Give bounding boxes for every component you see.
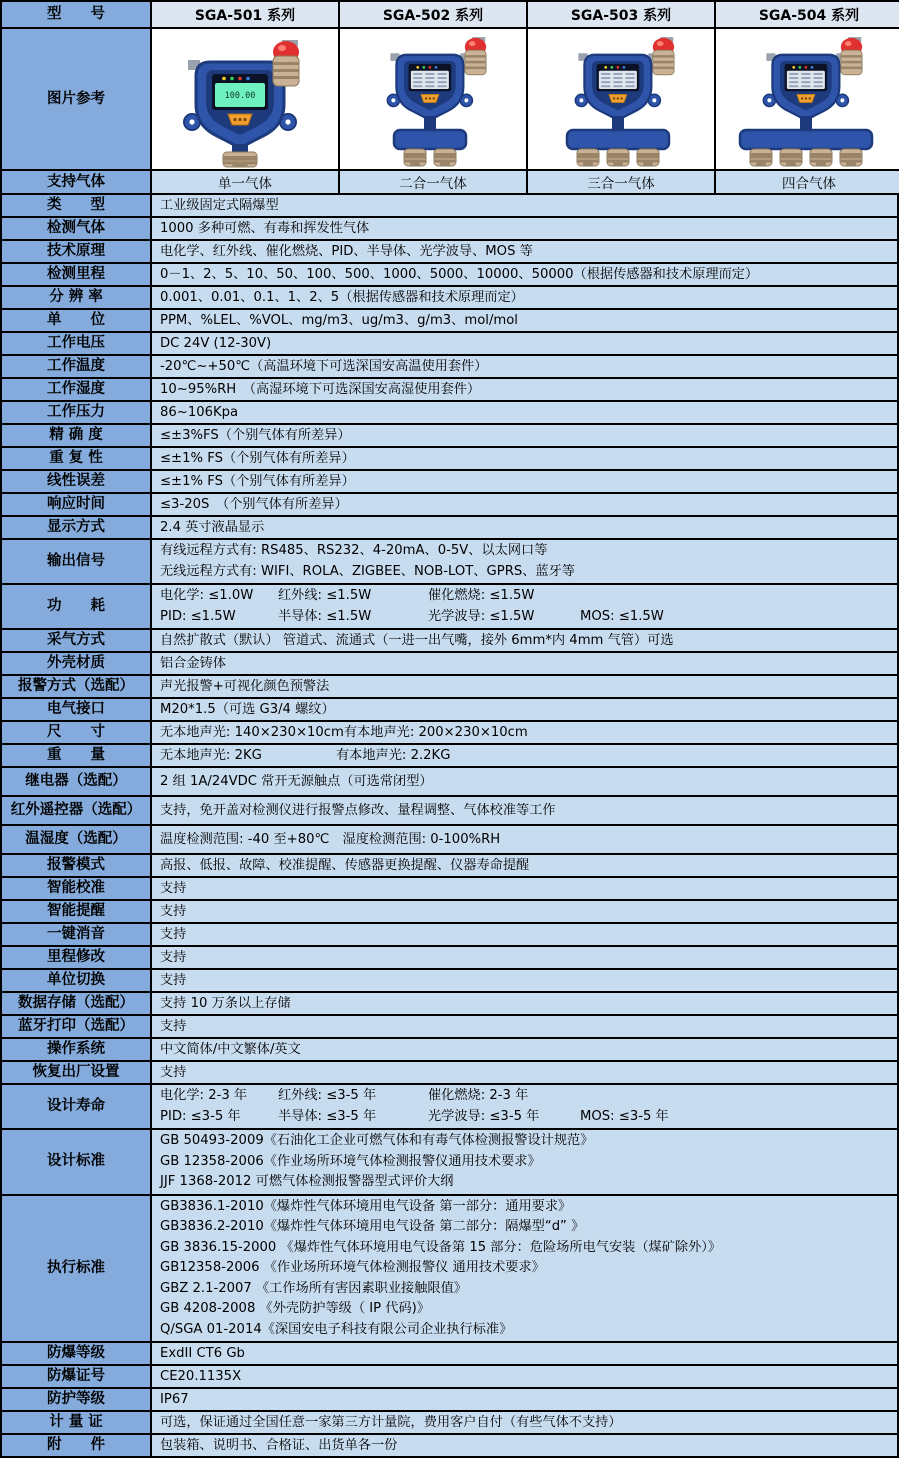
row-label-work-temp: 工作温度 bbox=[2, 356, 150, 377]
row-value-smart-cal bbox=[152, 878, 897, 899]
value-text: JJF 1368-2012 可燃气体检测报警器型式评价大纲 bbox=[160, 1174, 454, 1189]
row-label-relay: 继电器（选配） bbox=[2, 768, 150, 795]
value-text: 1000 多种可燃、有毒和挥发性气体 bbox=[160, 221, 370, 236]
value-text: 半导体: ≤3-5 年 bbox=[278, 1108, 377, 1124]
row-value-housing bbox=[152, 653, 897, 674]
value-text: MOS: ≤1.5W bbox=[580, 608, 664, 624]
value-text: 支持 bbox=[160, 973, 187, 988]
gas-sensor-probe-icon bbox=[750, 149, 772, 166]
device-illustration-sga-501 bbox=[152, 29, 338, 169]
row-label-unit-switch: 单位切换 bbox=[2, 970, 150, 991]
gas-sensor-probe-icon bbox=[223, 152, 257, 167]
gas-type-dual: 二合一气体 bbox=[340, 171, 526, 193]
row-value-pressure bbox=[152, 402, 897, 423]
alarm-beacon-icon bbox=[465, 37, 486, 75]
value-text: 电化学: 2-3 年 bbox=[160, 1088, 248, 1103]
row-label-electrical-port: 电气接口 bbox=[2, 699, 150, 720]
row-label-accessories: 附 件 bbox=[2, 1435, 150, 1456]
value-text: GBZ 2.1-2007 《工作场所有害因素职业接触限值》 bbox=[160, 1280, 467, 1296]
value-text: 无线远程方式有: WIFI、ROLA、ZIGBEE、NOB-LOT、GPRS、蓝牙等 bbox=[160, 563, 575, 579]
row-value-metrology-cert bbox=[152, 1412, 897, 1433]
value-text: 光学波导: ≤3-5 年 bbox=[428, 1108, 540, 1124]
value-text: 支持 bbox=[160, 881, 187, 896]
row-label-data-storage: 数据存储（选配） bbox=[2, 993, 150, 1014]
row-label-resolution: 分 辨 率 bbox=[2, 287, 150, 308]
alarm-beacon-icon bbox=[273, 40, 299, 86]
value-text: -20℃~+50℃（高温环境下可选深国安高温使用套件） bbox=[160, 359, 488, 374]
alarm-beacon-icon bbox=[841, 37, 862, 75]
row-label-range: 检测里程 bbox=[2, 264, 150, 285]
device-illustration-sga-502 bbox=[340, 29, 526, 169]
value-text: 红外线: ≤3-5 年 bbox=[278, 1088, 377, 1103]
row-value-protection-class bbox=[152, 1389, 897, 1410]
row-value-range-modify bbox=[152, 947, 897, 968]
row-value-linearity bbox=[152, 471, 897, 492]
row-label-response: 响应时间 bbox=[2, 494, 150, 515]
row-value-smart-remind bbox=[152, 901, 897, 922]
model-name-sga-504: SGA-504 系列 bbox=[716, 2, 899, 27]
value-text: 有本地声光: 200×230×10cm bbox=[343, 725, 528, 740]
row-value-repeatability bbox=[152, 448, 897, 469]
value-text: 支持 bbox=[160, 927, 187, 942]
value-text: 无本地声光: 140×230×10cm bbox=[160, 725, 344, 740]
value-text: 电化学: ≤1.0W bbox=[160, 588, 254, 603]
row-value-weight bbox=[152, 745, 897, 766]
row-label-display: 显示方式 bbox=[2, 517, 150, 538]
value-text: ≤3-20S （个别气体有所差异） bbox=[160, 497, 348, 512]
value-text: 10~95%RH （高湿环境下可选深国安高湿使用套件） bbox=[160, 382, 481, 397]
row-value-unit bbox=[152, 310, 897, 331]
value-text: 催化燃烧: ≤1.5W bbox=[428, 588, 535, 603]
row-label-image-reference: 图片参考 bbox=[2, 29, 150, 169]
device-illustration-sga-503 bbox=[528, 29, 714, 169]
value-text: CE20.1135X bbox=[160, 1369, 242, 1384]
row-value-explosion-class bbox=[152, 1343, 897, 1364]
row-value-power bbox=[152, 585, 897, 628]
row-label-alarm-mode: 报警模式 bbox=[2, 855, 150, 876]
value-text: 0.001、0.01、0.1、1、2、5（根据传感器和技术原理而定） bbox=[160, 290, 524, 305]
detector-body bbox=[575, 53, 660, 120]
row-label-sampling: 采气方式 bbox=[2, 630, 150, 651]
row-label-linearity: 线性误差 bbox=[2, 471, 150, 492]
row-value-type bbox=[152, 195, 897, 216]
value-text: 中文简体/中文繁体/英文 bbox=[160, 1042, 301, 1057]
value-text: PPM、%LEL、%VOL、mg/m3、ug/m3、g/m3、mol/mol bbox=[160, 313, 518, 328]
row-value-unit-switch bbox=[152, 970, 897, 991]
row-label-supported-gases: 支持气体 bbox=[2, 171, 150, 193]
row-label-pressure: 工作压力 bbox=[2, 402, 150, 423]
row-label-gases: 检测气体 bbox=[2, 218, 150, 239]
row-label-exec-std: 执行标准 bbox=[2, 1196, 150, 1342]
value-text: 催化燃烧: 2-3 年 bbox=[428, 1088, 529, 1103]
value-text: 工业级固定式隔爆型 bbox=[160, 198, 279, 213]
value-text: 86~106Kpa bbox=[160, 405, 239, 420]
row-value-accuracy bbox=[152, 425, 897, 446]
row-label-work-humidity: 工作湿度 bbox=[2, 379, 150, 400]
value-text: 高报、低报、故障、校准提醒、传感器更换提醒、仪器寿命提醒 bbox=[160, 858, 530, 873]
row-label-explosion-cert: 防爆证号 bbox=[2, 1366, 150, 1387]
row-label-model: 型 号 bbox=[2, 2, 150, 27]
detector-body bbox=[763, 53, 848, 120]
value-text: 光学波导: ≤1.5W bbox=[428, 608, 535, 624]
row-value-alarm-type bbox=[152, 676, 897, 697]
row-value-data-storage bbox=[152, 993, 897, 1014]
row-label-metrology-cert: 计 量 证 bbox=[2, 1412, 150, 1433]
row-value-lifespan bbox=[152, 1085, 897, 1128]
row-label-output: 输出信号 bbox=[2, 540, 150, 583]
row-label-alarm-type: 报警方式（选配） bbox=[2, 676, 150, 697]
row-value-work-temp bbox=[152, 356, 897, 377]
row-value-bt-print bbox=[152, 1016, 897, 1037]
value-text: GB 4208-2008 《外壳防护等级（ IP 代码)》 bbox=[160, 1301, 430, 1316]
value-text: PID: ≤3-5 年 bbox=[160, 1108, 241, 1124]
row-label-remote: 红外遥控器（选配） bbox=[2, 797, 150, 824]
row-label-principle: 技术原理 bbox=[2, 241, 150, 262]
gas-sensor-probe-icon bbox=[637, 149, 659, 166]
row-value-resolution bbox=[152, 287, 897, 308]
value-text: Q/SGA 01-2014《深国安电子科技有限公司企业执行标准》 bbox=[160, 1321, 513, 1337]
value-text: 可选，保证通过全国任意一家第三方计量院，费用客户自付（有些气体不支持） bbox=[160, 1415, 622, 1430]
model-name-sga-502: SGA-502 系列 bbox=[340, 2, 526, 27]
value-text: 温度检测范围: -40 至+80℃ 湿度检测范围: 0-100%RH bbox=[160, 832, 501, 847]
gas-sensor-probe-icon bbox=[607, 149, 629, 166]
row-value-temp-humidity bbox=[152, 826, 897, 853]
value-text: IP67 bbox=[160, 1392, 189, 1407]
value-text: 支持 10 万条以上存储 bbox=[160, 996, 291, 1011]
row-value-principle bbox=[152, 241, 897, 262]
row-value-gases bbox=[152, 218, 897, 239]
alarm-beacon-icon bbox=[653, 37, 674, 75]
gas-type-quad: 四合气体 bbox=[716, 171, 899, 193]
value-text: GB3836.2-2010《爆炸性气体环境用电气设备 第二部分：隔爆型“d” 》 bbox=[160, 1219, 585, 1234]
value-text: GB 3836.15-2000 《爆炸性气体环境用电气设备第 15 部分：危险场所电气安装（煤矿除外）》 bbox=[160, 1239, 722, 1255]
value-text: 声光报警+可视化颜色预警法 bbox=[160, 679, 330, 694]
value-text: 红外线: ≤1.5W bbox=[278, 588, 372, 603]
row-value-work-humidity bbox=[152, 379, 897, 400]
model-name-sga-503: SGA-503 系列 bbox=[528, 2, 714, 27]
value-text: GB3836.1-2010《爆炸性气体环境用电气设备 第一部分：通用要求》 bbox=[160, 1198, 572, 1214]
row-label-type: 类 型 bbox=[2, 195, 150, 216]
value-text: 0－1、2、5、10、50、100、500、1000、5000、10000、50000（根据传感器和技术原理而定） bbox=[160, 267, 759, 282]
row-label-bt-print: 蓝牙打印（选配） bbox=[2, 1016, 150, 1037]
row-value-response bbox=[152, 494, 897, 515]
row-label-smart-cal: 智能校准 bbox=[2, 878, 150, 899]
row-label-voltage: 工作电压 bbox=[2, 333, 150, 354]
value-text: 支持 bbox=[160, 904, 187, 919]
row-value-range bbox=[152, 264, 897, 285]
value-text: 包装箱、说明书、合格证、出货单各一份 bbox=[160, 1438, 398, 1453]
row-value-explosion-cert bbox=[152, 1366, 897, 1387]
gas-sensor-probe-icon bbox=[780, 149, 802, 166]
gas-type-single: 单一气体 bbox=[152, 171, 338, 193]
gas-sensor-probe-icon bbox=[840, 149, 862, 166]
value-text: 支持 bbox=[160, 1019, 187, 1034]
value-text: M20*1.5（可选 G3/4 螺纹） bbox=[160, 702, 335, 717]
row-value-display bbox=[152, 517, 897, 538]
model-name-sga-501: SGA-501 系列 bbox=[152, 2, 338, 27]
gas-sensor-probe-icon bbox=[434, 149, 456, 166]
row-label-protection-class: 防护等级 bbox=[2, 1389, 150, 1410]
row-label-power: 功 耗 bbox=[2, 585, 150, 628]
row-label-accuracy: 精 确 度 bbox=[2, 425, 150, 446]
row-label-factory-reset: 恢复出厂设置 bbox=[2, 1062, 150, 1083]
row-label-os: 操作系统 bbox=[2, 1039, 150, 1060]
row-value-factory-reset bbox=[152, 1062, 897, 1083]
row-label-repeatability: 重 复 性 bbox=[2, 448, 150, 469]
device-illustration-sga-504 bbox=[716, 29, 899, 169]
value-text: 有本地声光: 2.2KG bbox=[336, 748, 451, 763]
row-value-mute bbox=[152, 924, 897, 945]
value-text: 电化学、红外线、催化燃烧、PID、半导体、光学波导、MOS 等 bbox=[160, 244, 533, 259]
gas-type-triple: 三合一气体 bbox=[528, 171, 714, 193]
value-text: ExdII CT6 Gb bbox=[160, 1346, 245, 1361]
row-label-lifespan: 设计寿命 bbox=[2, 1085, 150, 1128]
row-value-accessories bbox=[152, 1435, 897, 1456]
row-label-design-std: 设计标准 bbox=[2, 1130, 150, 1194]
row-value-design-std bbox=[152, 1130, 897, 1194]
row-label-weight: 重 量 bbox=[2, 745, 150, 766]
device-screen-reading: 100.00 bbox=[224, 91, 256, 101]
value-text: MOS: ≤3-5 年 bbox=[580, 1108, 669, 1124]
gas-sensor-probe-icon bbox=[404, 149, 426, 166]
value-text: 2 组 1A/24VDC 常开无源触点（可选常闭型） bbox=[160, 774, 433, 789]
row-label-housing: 外壳材质 bbox=[2, 653, 150, 674]
row-label-mute: 一键消音 bbox=[2, 924, 150, 945]
value-text: 无本地声光: 2KG bbox=[160, 748, 262, 763]
value-text: ≤±1% FS（个别气体有所差异） bbox=[160, 451, 355, 466]
row-label-range-modify: 里程修改 bbox=[2, 947, 150, 968]
row-value-os bbox=[152, 1039, 897, 1060]
row-label-explosion-class: 防爆等级 bbox=[2, 1343, 150, 1364]
spec-table-body bbox=[2, 195, 897, 1456]
value-text: 支持 bbox=[160, 1065, 187, 1080]
value-text: 半导体: ≤1.5W bbox=[278, 608, 372, 624]
gas-sensor-probe-icon bbox=[810, 149, 832, 166]
row-value-relay bbox=[152, 768, 897, 795]
value-text: 自然扩散式（默认） 管道式、流通式（一进一出气嘴，接外 6mm*内 4mm 气管）可选 bbox=[160, 633, 674, 648]
value-text: GB 12358-2006《作业场所环境气体检测报警仪通用技术要求》 bbox=[160, 1153, 541, 1169]
row-value-remote bbox=[152, 797, 897, 824]
row-value-alarm-mode bbox=[152, 855, 897, 876]
row-value-electrical-port bbox=[152, 699, 897, 720]
model-header-section bbox=[2, 2, 897, 193]
value-text: 支持 bbox=[160, 950, 187, 965]
value-text: DC 24V (12-30V) bbox=[160, 336, 272, 351]
value-text: GB 50493-2009《石油化工企业可燃气体和有毒气体检测报警设计规范》 bbox=[160, 1133, 594, 1148]
value-text: PID: ≤1.5W bbox=[160, 608, 236, 624]
value-text: GB12358-2006 《作业场所环境气体检测报警仪 通用技术要求》 bbox=[160, 1260, 545, 1275]
gas-sensor-probe-icon bbox=[577, 149, 599, 166]
value-text: 有线远程方式有: RS485、RS232、4-20mA、0-5V、以太网口等 bbox=[160, 543, 548, 558]
row-value-dimensions bbox=[152, 722, 897, 743]
row-label-unit: 单 位 bbox=[2, 310, 150, 331]
value-text: 2.4 英寸液晶显示 bbox=[160, 520, 265, 535]
row-value-sampling bbox=[152, 630, 897, 651]
row-value-output bbox=[152, 540, 897, 583]
value-text: 支持，免开盖对检测仪进行报警点修改、量程调整、气体校准等工作 bbox=[160, 803, 556, 818]
row-value-voltage bbox=[152, 333, 897, 354]
row-label-dimensions: 尺 寸 bbox=[2, 722, 150, 743]
row-value-exec-std bbox=[152, 1196, 897, 1342]
value-text: 铝合金铸体 bbox=[160, 656, 226, 671]
row-label-smart-remind: 智能提醒 bbox=[2, 901, 150, 922]
detector-body bbox=[387, 53, 472, 120]
row-label-temp-humidity: 温湿度（选配） bbox=[2, 826, 150, 853]
value-text: ≤±1% FS（个别气体有所差异） bbox=[160, 474, 355, 489]
value-text: ≤±3%FS（个别气体有所差异） bbox=[160, 428, 351, 443]
